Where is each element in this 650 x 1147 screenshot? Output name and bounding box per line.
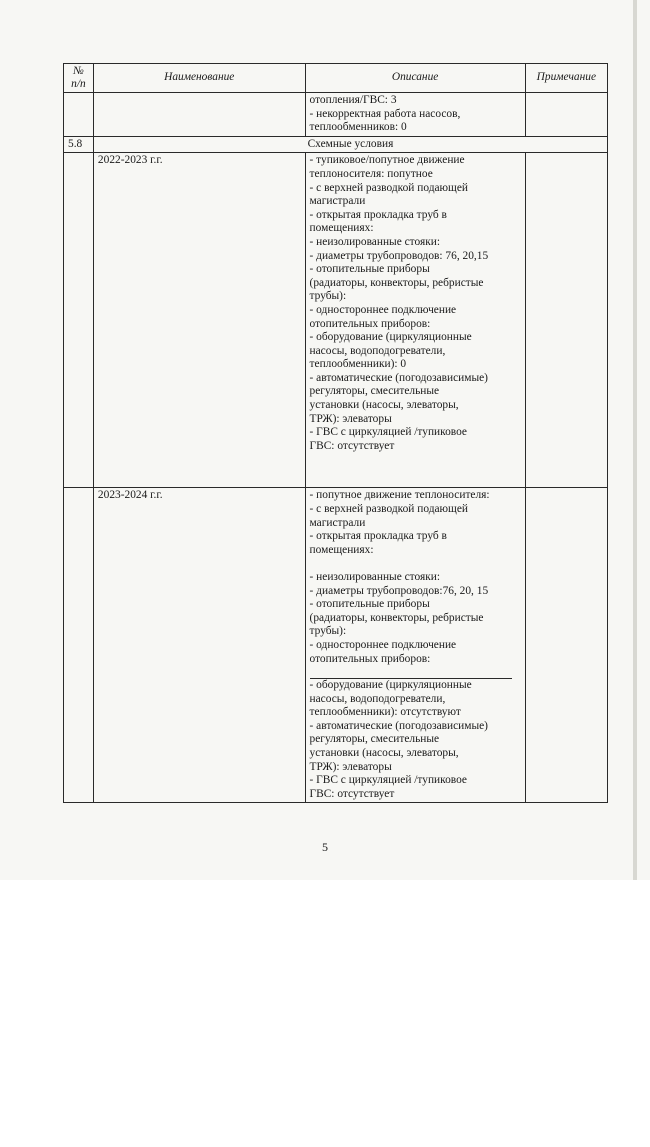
cell-note (525, 153, 607, 488)
description-line: - с верхней разводкой подающей (309, 181, 468, 194)
cell-description (305, 93, 525, 137)
description-line: ТРЖ): элеваторы (309, 412, 392, 425)
cell-description (305, 153, 525, 488)
header-number-label: п/п (71, 78, 86, 90)
description-line: установки (насосы, элеваторы, (309, 399, 459, 412)
description-line: магистрали (309, 195, 366, 208)
cell-num (64, 93, 94, 137)
description-line: теплообменников: 0 (309, 121, 407, 134)
description-line: - диаметры трубопроводов: 76, 20,15 (309, 249, 489, 262)
description-line: - автоматические (погодозависимые) (309, 719, 488, 732)
description-line: теплоносителя: попутное (309, 167, 433, 180)
description-line: - ГВС с циркуляцией /тупиковое (309, 774, 467, 787)
description-line: (радиаторы, конвекторы, ребристые (309, 611, 484, 624)
cell-num (64, 488, 94, 803)
description-line: теплообменники): отсутствуют (309, 706, 461, 719)
description-line: ГВС: отсутствует (309, 439, 395, 452)
description-line: - открытая прокладка труб в (309, 208, 447, 221)
blank-line (310, 557, 521, 571)
description-line: - тупиковое/попутное движение (309, 154, 465, 167)
section-title: Схемные условия (93, 136, 607, 153)
description-line: теплообменники): 0 (309, 358, 407, 371)
header-description: Описание (305, 64, 525, 93)
description-line: установки (насосы, элеваторы, (309, 747, 459, 760)
description-line: - диаметры трубопроводов:76, 20, 15 (309, 584, 489, 597)
table-row (64, 488, 608, 803)
description-line: магистрали (309, 516, 366, 529)
description-line: - одностороннее подключение (309, 638, 457, 651)
description-line: - неизолированные стояки: (309, 235, 440, 248)
row-period: 2023-2024 г.г. (93, 488, 305, 803)
cell-num (64, 153, 94, 488)
specification-table (63, 63, 608, 803)
description-line: - автоматические (погодозависимые) (309, 371, 488, 384)
description-line: - открытая прокладка труб в (309, 530, 447, 543)
cell-name (93, 93, 305, 137)
description-line: регуляторы, смесительные (309, 733, 440, 746)
header-number (64, 64, 94, 93)
header-note: Примечание (525, 64, 607, 93)
table-header-row (64, 64, 608, 93)
continued-row (64, 93, 608, 137)
cell-description (305, 488, 525, 803)
description-line: насосы, водоподогреватели, (309, 344, 446, 357)
description-line: - с верхней разводкой подающей (309, 502, 468, 515)
description-line: - оборудование (циркуляционные (309, 679, 472, 692)
description-line: ГВС: отсутствует (309, 787, 395, 800)
description-line: насосы, водоподогреватели, (309, 692, 446, 705)
description-line: отопления/ГВС: 3 (309, 94, 397, 106)
cell-note (525, 93, 607, 137)
header-number-symbol: № (73, 65, 84, 77)
cell-note (525, 488, 607, 803)
scan-edge (633, 0, 637, 880)
page-number: 5 (322, 840, 328, 854)
section-number: 5.8 (64, 136, 94, 153)
description-line: - одностороннее подключение (309, 303, 457, 316)
description-line: - оборудование (циркуляционные (309, 331, 472, 344)
description-line: - некорректная работа насосов, (309, 107, 461, 120)
description-line: помещениях: (309, 222, 374, 235)
description-line: (радиаторы, конвекторы, ребристые (309, 276, 484, 289)
description-line: отопительных приборов: (309, 652, 431, 665)
description-line: трубы): (309, 625, 347, 638)
description-line: регуляторы, смесительные (309, 385, 440, 398)
header-name: Наименование (93, 64, 305, 93)
description-line: - неизолированные стояки: (309, 570, 440, 583)
description-line: ТРЖ): элеваторы (309, 760, 392, 773)
description-line: отопительных приборов: (309, 317, 431, 330)
description-line: - отопительные приборы (309, 263, 430, 276)
description-line: - попутное движение теплоносителя: (309, 489, 490, 502)
row-period: 2022-2023 г.г. (93, 153, 305, 488)
section-row (64, 136, 608, 153)
description-line: трубы): (309, 290, 347, 303)
table-row (64, 153, 608, 488)
description-line: помещениях: (309, 543, 374, 556)
description-line: - отопительные приборы (309, 598, 430, 611)
description-line: - ГВС с циркуляцией /тупиковое (309, 426, 467, 439)
